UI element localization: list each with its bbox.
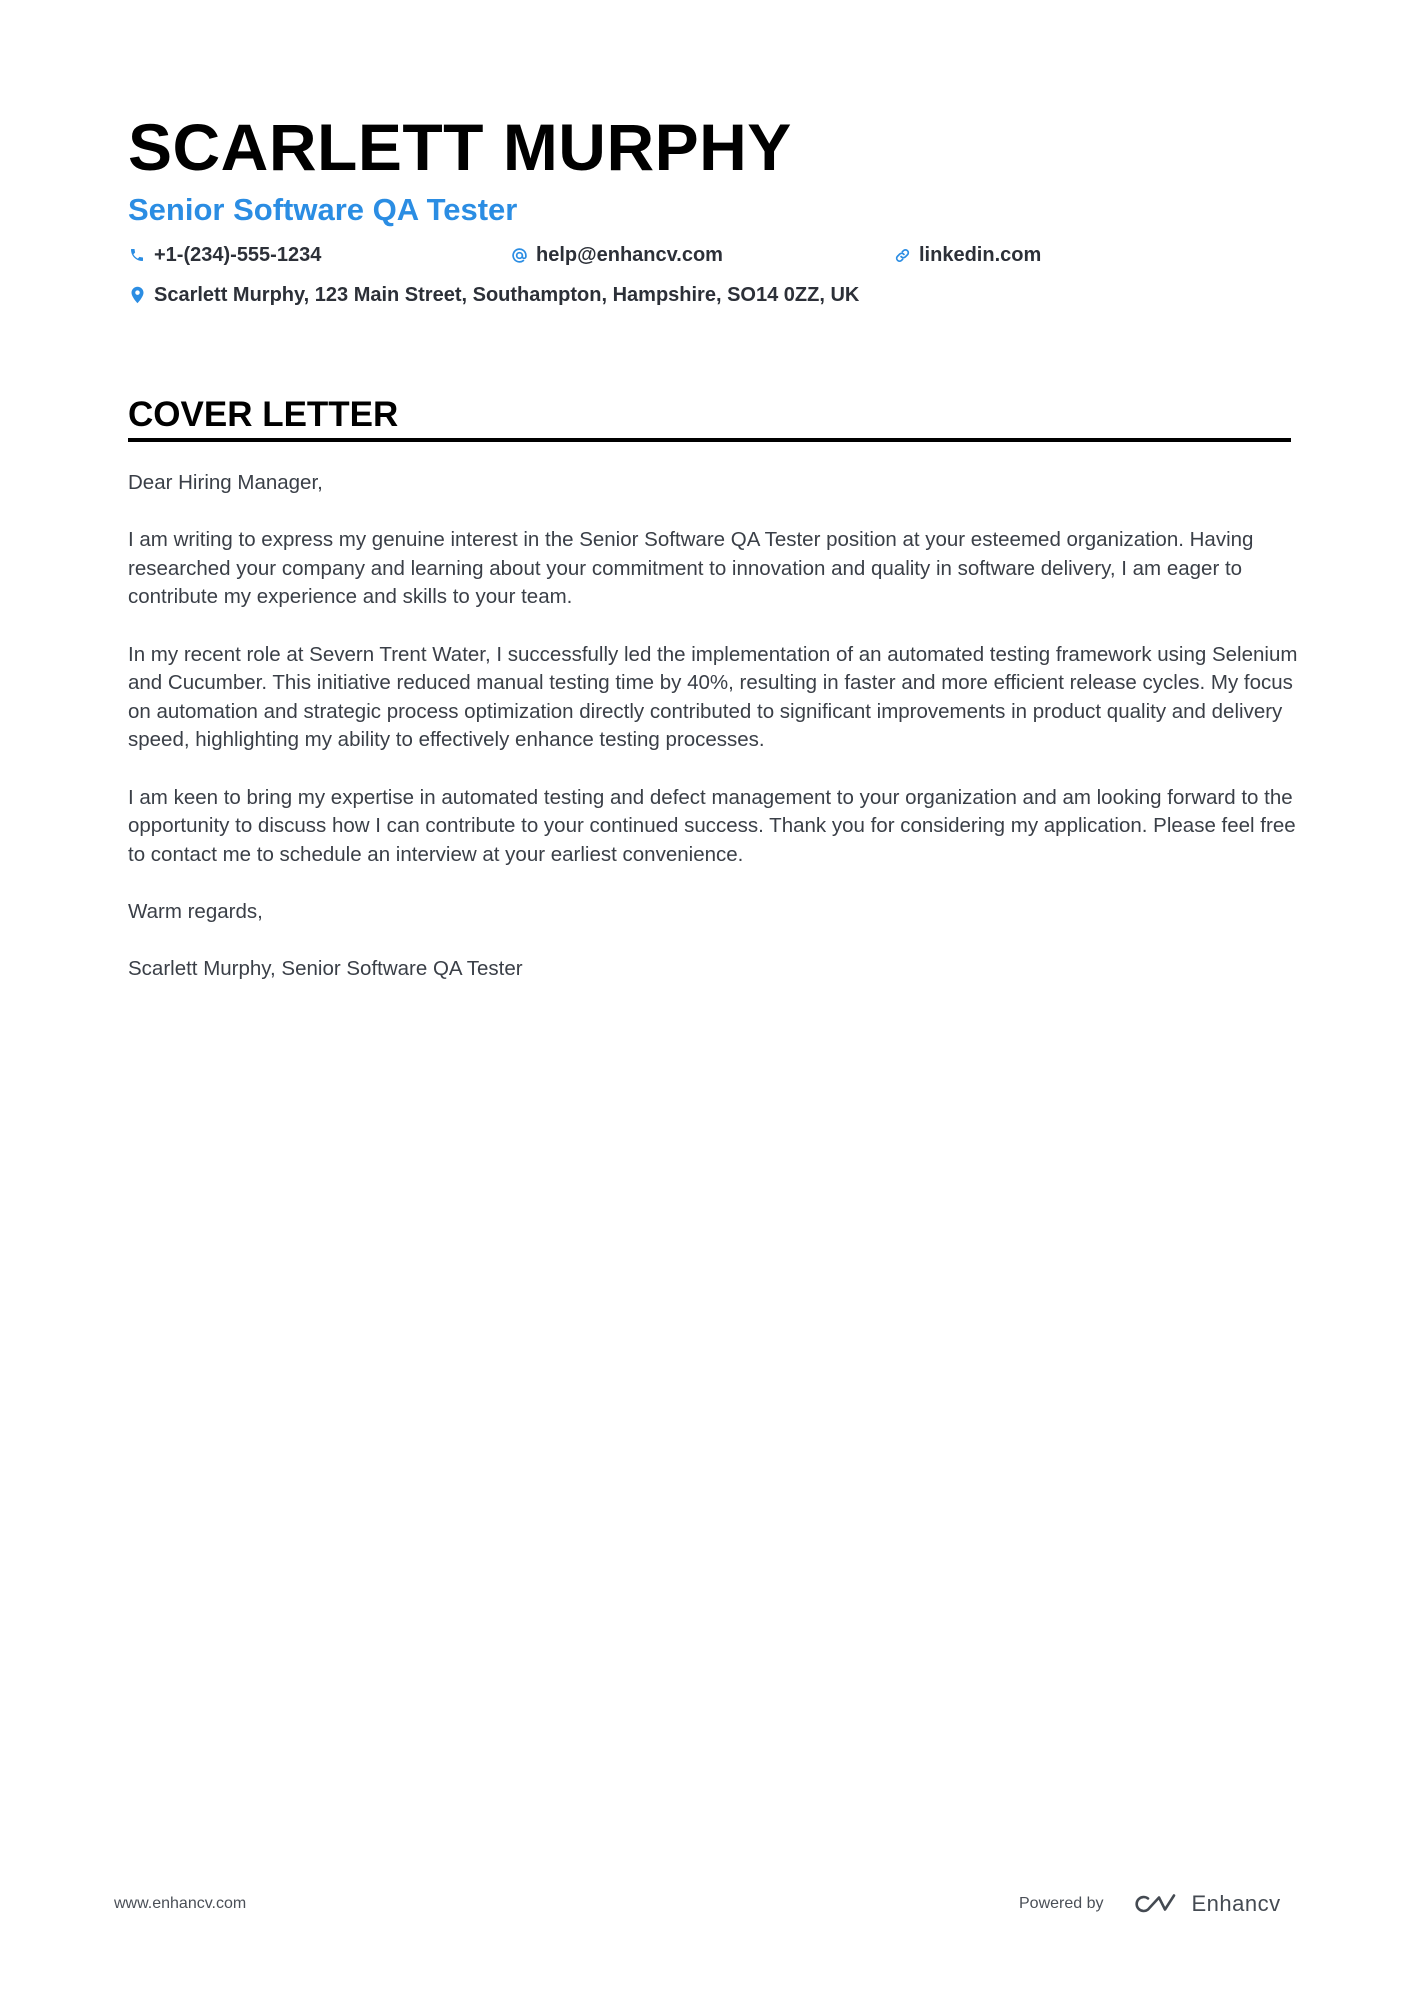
- brand-name: Enhancv: [1191, 1891, 1281, 1916]
- section-title-cover-letter: COVER LETTER: [128, 395, 399, 434]
- letter-paragraph: I am keen to bring my expertise in automated testing and defect management to your organization and am looking forward to the opportunity to discuss how I can contribute to your continued success. Thank you for considering my application. Please feel free to contact me to schedule an interview at your earliest convenience.: [128, 785, 1296, 866]
- footer-branding[interactable]: [1019, 1891, 1281, 1917]
- letter-closing: Warm regards,: [128, 899, 263, 923]
- powered-by-text: Powered by: [1019, 1895, 1104, 1912]
- letter-paragraph: In my recent role at Severn Trent Water, I successfully led the implementation of an automated testing framework using Selenium and Cucumber. This initiative reduced manual testing time by 40%, resulting in faster and more efficient release cycles. My focus on automation and strategic process optimization directly contributed to significant improvements in product quality and delivery speed, highlighting my ability to effectively enhance testing processes.: [128, 642, 1298, 752]
- link-icon: [893, 246, 911, 264]
- letter-salutation: Dear Hiring Manager,: [128, 471, 323, 494]
- at-icon: [510, 246, 528, 264]
- enhancv-logo-icon: [1132, 1891, 1180, 1917]
- candidate-title: Senior Software QA Tester: [128, 192, 518, 227]
- contact-email[interactable]: [510, 241, 723, 269]
- phone-icon: [128, 246, 146, 264]
- contact-phone[interactable]: [128, 241, 321, 269]
- letter-paragraph: I am writing to express my genuine interest in the Senior Software QA Tester position at your esteemed organization. Having researched your company and learning about your commitment to innovation and quality in software delivery, I am eager to contribute my experience and skills to your team.: [128, 528, 1254, 609]
- contact-address: [128, 281, 859, 309]
- email-text: help@enhancv.com: [536, 244, 723, 266]
- location-pin-icon: [128, 286, 146, 304]
- letter-body: [128, 469, 1303, 1012]
- candidate-name: SCARLETT MURPHY: [128, 110, 792, 184]
- phone-text: +1-(234)-555-1234: [154, 244, 322, 266]
- letter-signature: Scarlett Murphy, Senior Software QA Tester: [128, 957, 523, 981]
- linkedin-text: linkedin.com: [919, 244, 1042, 266]
- address-text: Scarlett Murphy, 123 Main Street, Southampton, Hampshire, SO14 0ZZ, UK: [154, 284, 860, 306]
- footer-website-link[interactable]: www.enhancv.com: [114, 1895, 247, 1912]
- section-divider: [128, 438, 1291, 442]
- contact-linkedin[interactable]: [893, 241, 1041, 269]
